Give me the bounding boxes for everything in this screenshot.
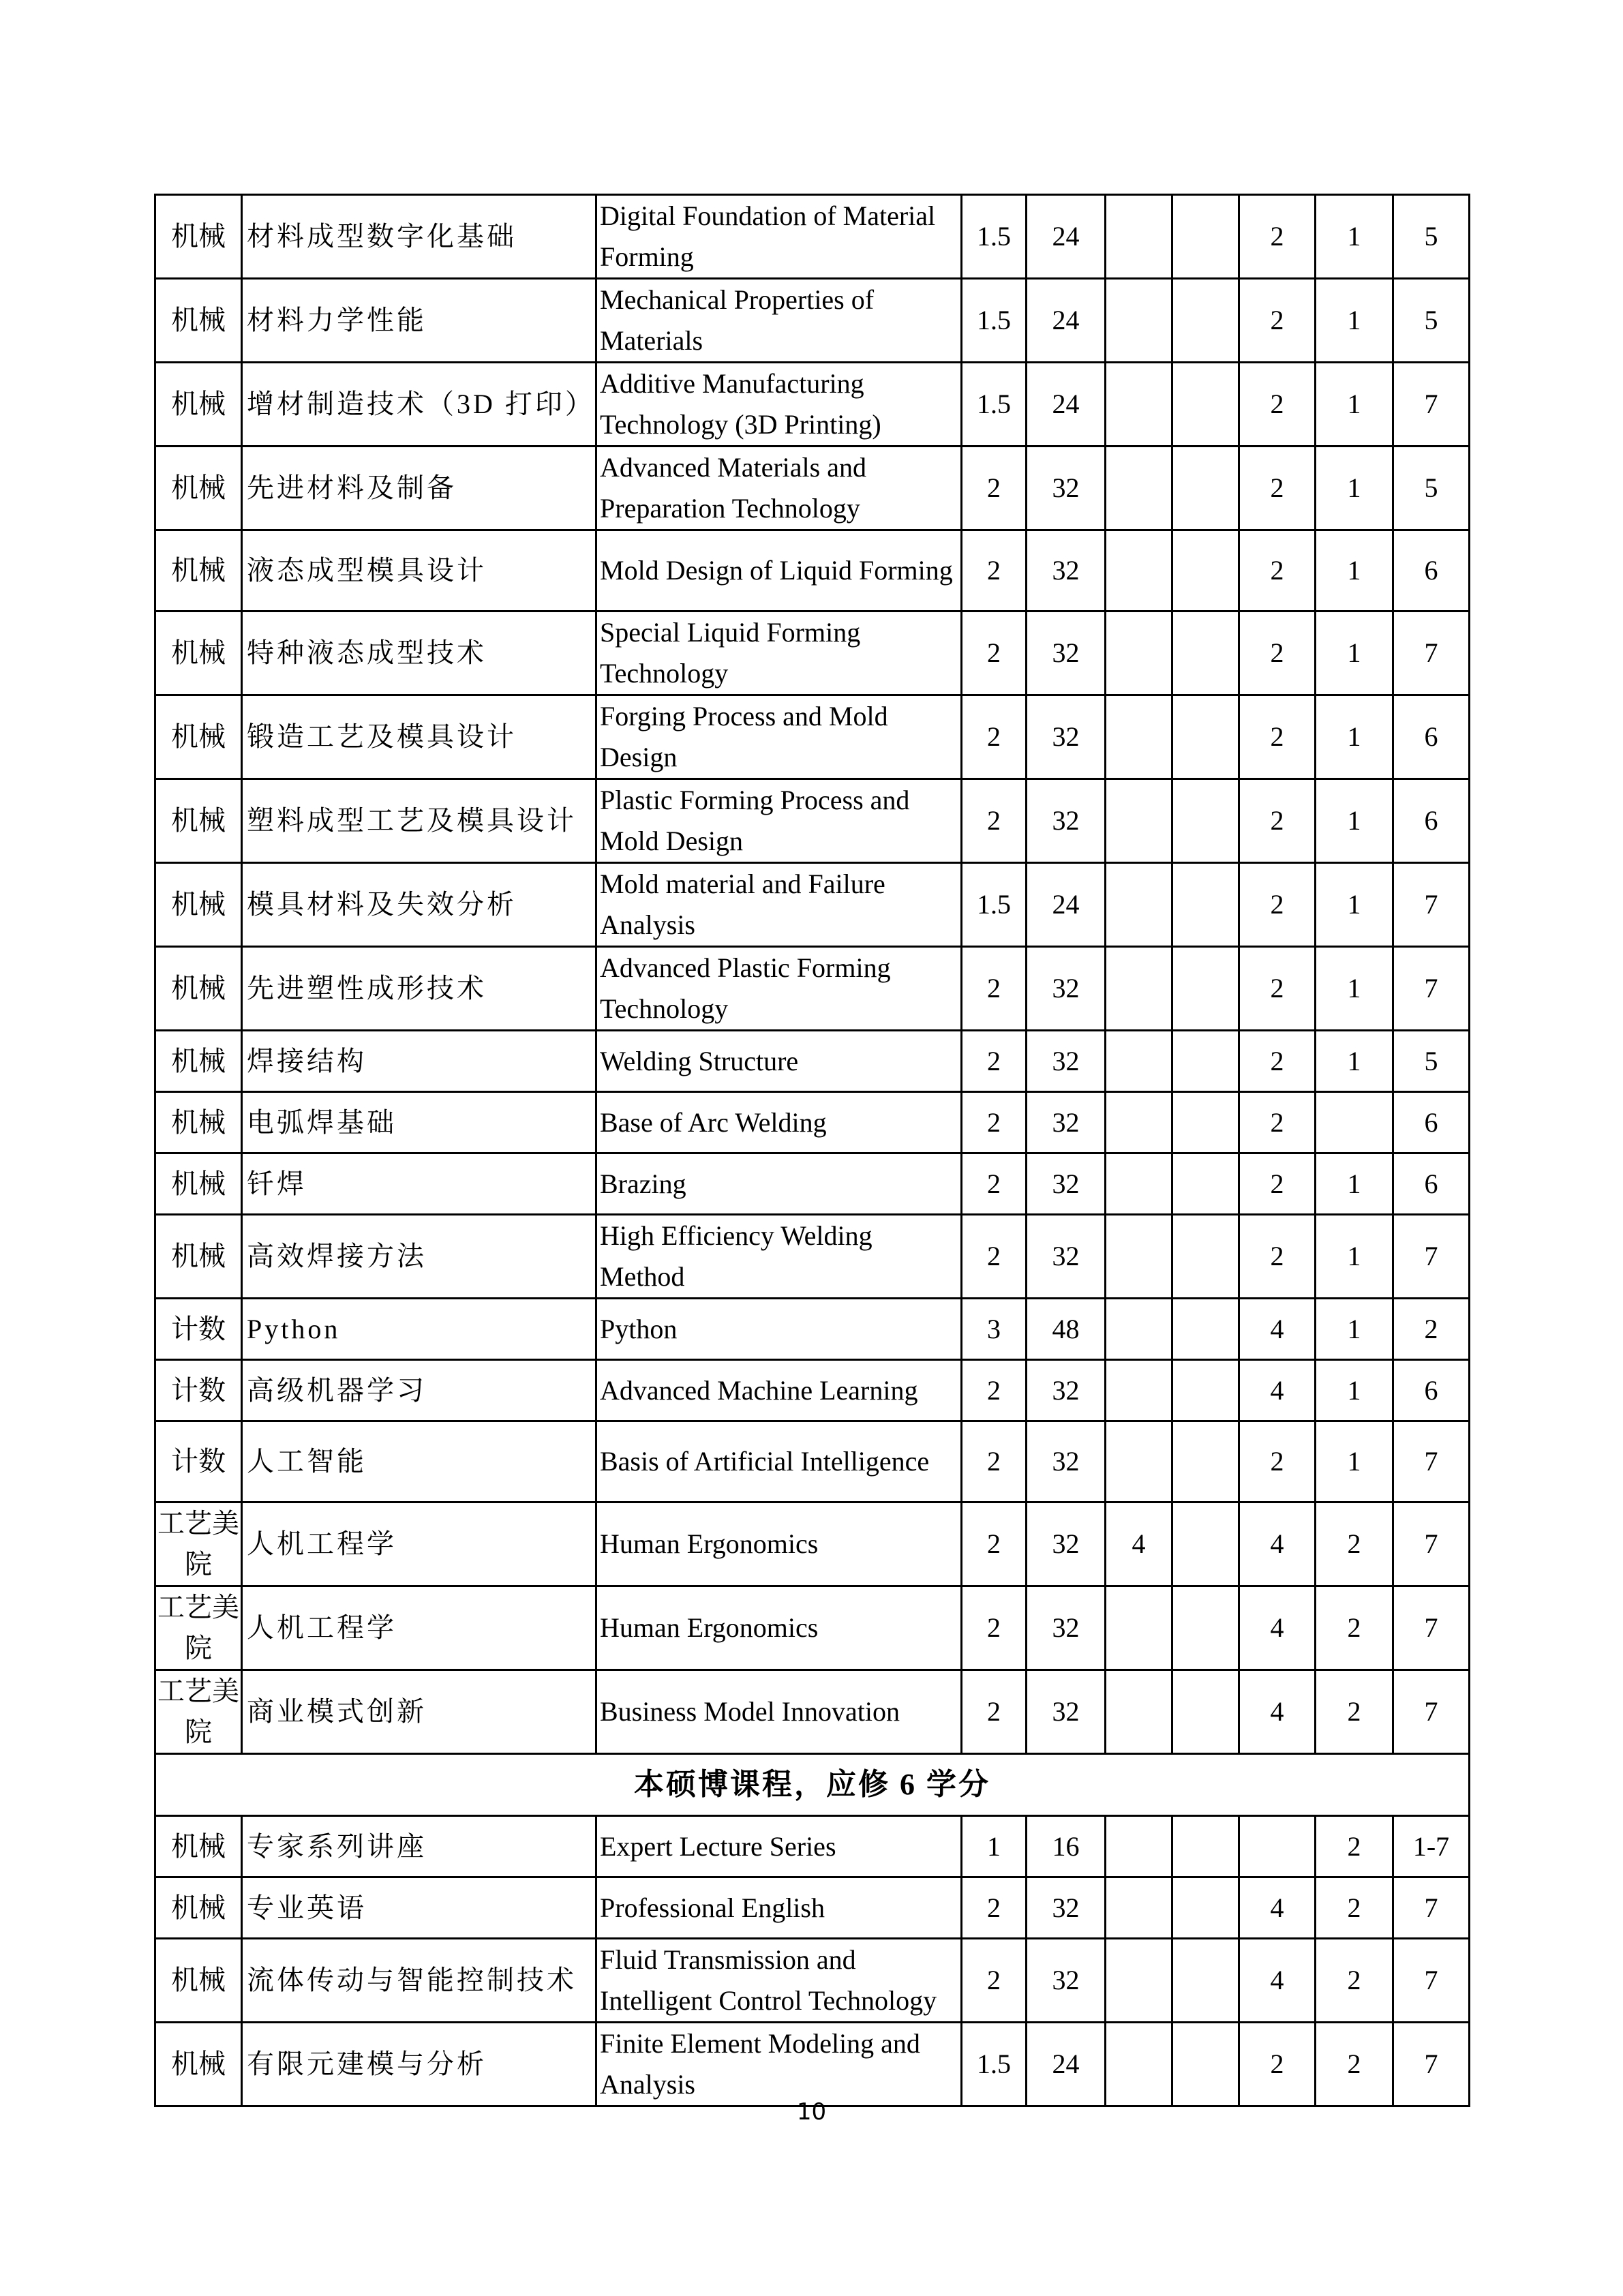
table-row: [155, 363, 1470, 447]
lab-hours-cell: [1172, 1816, 1239, 1877]
semester-cell: 7: [1393, 1502, 1470, 1586]
weekly-hours-cell: 4: [1239, 1360, 1316, 1421]
category-cell: 2: [1316, 1586, 1393, 1670]
extra-hours-cell: [1106, 1816, 1172, 1877]
semester-cell: 7: [1393, 1586, 1470, 1670]
weekly-hours-cell: [1239, 1816, 1316, 1877]
course-name-cn: 高效焊接方法: [242, 1215, 596, 1299]
weekly-hours-cell: 2: [1239, 863, 1316, 947]
table-row: [155, 530, 1470, 611]
department-cell: 工艺美院: [155, 1502, 242, 1586]
weekly-hours-cell: 4: [1239, 1299, 1316, 1360]
weekly-hours-cell: 2: [1239, 447, 1316, 530]
integrated-course-group: [155, 1816, 1470, 2106]
course-name-cn: 焊接结构: [242, 1031, 596, 1092]
hours-cell: 24: [1027, 279, 1106, 363]
hours-cell: 32: [1027, 1360, 1106, 1421]
semester-cell: 7: [1393, 947, 1470, 1031]
course-name-en: Finite Element Modeling and Analysis: [596, 2023, 962, 2106]
department-cell: 工艺美院: [155, 1670, 242, 1754]
extra-hours-cell: [1106, 1877, 1172, 1939]
lab-hours-cell: [1172, 363, 1239, 447]
course-name-cn: 专家系列讲座: [242, 1816, 596, 1877]
course-name-en: Digital Foundation of Material Forming: [596, 195, 962, 279]
course-name-en: Basis of Artificial Intelligence: [596, 1421, 962, 1502]
hours-cell: 32: [1027, 947, 1106, 1031]
category-cell: 2: [1316, 1816, 1393, 1877]
extra-hours-cell: [1106, 363, 1172, 447]
category-cell: 1: [1316, 779, 1393, 863]
category-cell: 2: [1316, 1939, 1393, 2023]
category-cell: 1: [1316, 363, 1393, 447]
category-cell: 2: [1316, 1877, 1393, 1939]
hours-cell: 32: [1027, 1153, 1106, 1215]
table-row: [155, 1670, 1470, 1754]
category-cell: 1: [1316, 279, 1393, 363]
department-cell: 机械: [155, 863, 242, 947]
table-row: [155, 1816, 1470, 1877]
department-cell: 机械: [155, 1877, 242, 1939]
credits-cell: 1: [962, 1816, 1027, 1877]
course-name-cn: 特种液态成型技术: [242, 611, 596, 695]
course-name-en: Mold material and Failure Analysis: [596, 863, 962, 947]
weekly-hours-cell: 2: [1239, 195, 1316, 279]
semester-cell: 7: [1393, 1670, 1470, 1754]
lab-hours-cell: [1172, 695, 1239, 779]
department-cell: 机械: [155, 195, 242, 279]
semester-cell: 6: [1393, 779, 1470, 863]
hours-cell: 32: [1027, 695, 1106, 779]
hours-cell: 32: [1027, 1502, 1106, 1586]
course-name-en: Mold Design of Liquid Forming: [596, 530, 962, 611]
extra-hours-cell: [1106, 947, 1172, 1031]
hours-cell: 32: [1027, 1031, 1106, 1092]
department-cell: 机械: [155, 2023, 242, 2106]
lab-hours-cell: [1172, 1153, 1239, 1215]
lab-hours-cell: [1172, 1670, 1239, 1754]
department-cell: 机械: [155, 1092, 242, 1153]
credits-cell: 1.5: [962, 2023, 1027, 2106]
hours-cell: 32: [1027, 530, 1106, 611]
weekly-hours-cell: 2: [1239, 1215, 1316, 1299]
extra-hours-cell: [1106, 1299, 1172, 1360]
hours-cell: 32: [1027, 1939, 1106, 2023]
weekly-hours-cell: 4: [1239, 1586, 1316, 1670]
department-cell: 机械: [155, 530, 242, 611]
category-cell: 1: [1316, 611, 1393, 695]
table-row: [155, 695, 1470, 779]
course-name-en: Advanced Plastic Forming Technology: [596, 947, 962, 1031]
semester-cell: 6: [1393, 1153, 1470, 1215]
course-name-en: Python: [596, 1299, 962, 1360]
lab-hours-cell: [1172, 1877, 1239, 1939]
extra-hours-cell: [1106, 779, 1172, 863]
lab-hours-cell: [1172, 1299, 1239, 1360]
course-name-en: Fluid Transmission and Intelligent Control Technology: [596, 1939, 962, 2023]
extra-hours-cell: [1106, 1939, 1172, 2023]
category-cell: 1: [1316, 447, 1393, 530]
category-cell: 2: [1316, 2023, 1393, 2106]
weekly-hours-cell: 2: [1239, 1421, 1316, 1502]
credits-cell: 2: [962, 947, 1027, 1031]
course-name-en: Plastic Forming Process and Mold Design: [596, 779, 962, 863]
department-cell: 机械: [155, 1816, 242, 1877]
course-name-cn: 钎焊: [242, 1153, 596, 1215]
credits-cell: 2: [962, 1092, 1027, 1153]
course-name-en: Advanced Materials and Preparation Technology: [596, 447, 962, 530]
credits-cell: 2: [962, 779, 1027, 863]
lab-hours-cell: [1172, 1360, 1239, 1421]
course-name-cn: 人机工程学: [242, 1586, 596, 1670]
lab-hours-cell: [1172, 1092, 1239, 1153]
course-name-cn: Python: [242, 1299, 596, 1360]
category-cell: 1: [1316, 1153, 1393, 1215]
lab-hours-cell: [1172, 863, 1239, 947]
course-name-cn: 有限元建模与分析: [242, 2023, 596, 2106]
course-name-en: Expert Lecture Series: [596, 1816, 962, 1877]
lab-hours-cell: [1172, 1215, 1239, 1299]
hours-cell: 48: [1027, 1299, 1106, 1360]
course-name-cn: 锻造工艺及模具设计: [242, 695, 596, 779]
department-cell: 工艺美院: [155, 1586, 242, 1670]
elective-course-group: [155, 195, 1470, 1754]
semester-cell: 7: [1393, 363, 1470, 447]
department-cell: 机械: [155, 447, 242, 530]
credits-cell: 2: [962, 695, 1027, 779]
course-name-cn: 材料力学性能: [242, 279, 596, 363]
credits-cell: 1.5: [962, 863, 1027, 947]
table-row: [155, 1031, 1470, 1092]
credits-cell: 2: [962, 1670, 1027, 1754]
table-row: [155, 1421, 1470, 1502]
semester-cell: 7: [1393, 863, 1470, 947]
course-name-en: Welding Structure: [596, 1031, 962, 1092]
course-name-cn: 人机工程学: [242, 1502, 596, 1586]
credits-cell: 2: [962, 1421, 1027, 1502]
course-name-cn: 先进塑性成形技术: [242, 947, 596, 1031]
course-name-en: Forging Process and Mold Design: [596, 695, 962, 779]
semester-cell: 7: [1393, 1215, 1470, 1299]
section-header-group: [155, 1754, 1470, 1816]
course-name-en: Advanced Machine Learning: [596, 1360, 962, 1421]
extra-hours-cell: [1106, 863, 1172, 947]
department-cell: 计数: [155, 1421, 242, 1502]
semester-cell: 5: [1393, 447, 1470, 530]
extra-hours-cell: [1106, 530, 1172, 611]
semester-cell: 2: [1393, 1299, 1470, 1360]
category-cell: 1: [1316, 863, 1393, 947]
lab-hours-cell: [1172, 1502, 1239, 1586]
semester-cell: 6: [1393, 530, 1470, 611]
lab-hours-cell: [1172, 947, 1239, 1031]
category-cell: 1: [1316, 1215, 1393, 1299]
table-row: [155, 1092, 1470, 1153]
department-cell: 机械: [155, 779, 242, 863]
hours-cell: 32: [1027, 1092, 1106, 1153]
course-name-en: Base of Arc Welding: [596, 1092, 962, 1153]
category-cell: 2: [1316, 1670, 1393, 1754]
category-cell: [1316, 1092, 1393, 1153]
credits-cell: 1.5: [962, 363, 1027, 447]
lab-hours-cell: [1172, 530, 1239, 611]
lab-hours-cell: [1172, 2023, 1239, 2106]
course-name-en: Special Liquid Forming Technology: [596, 611, 962, 695]
lab-hours-cell: [1172, 1421, 1239, 1502]
lab-hours-cell: [1172, 447, 1239, 530]
extra-hours-cell: [1106, 1215, 1172, 1299]
course-table: [154, 194, 1470, 2107]
credits-cell: 2: [962, 1502, 1027, 1586]
extra-hours-cell: [1106, 1670, 1172, 1754]
hours-cell: 32: [1027, 1877, 1106, 1939]
course-name-cn: 液态成型模具设计: [242, 530, 596, 611]
hours-cell: 32: [1027, 447, 1106, 530]
weekly-hours-cell: 2: [1239, 2023, 1316, 2106]
semester-cell: 6: [1393, 1360, 1470, 1421]
table-row: [155, 1586, 1470, 1670]
semester-cell: 1-7: [1393, 1816, 1470, 1877]
semester-cell: 5: [1393, 195, 1470, 279]
hours-cell: 32: [1027, 1215, 1106, 1299]
credits-cell: 1.5: [962, 195, 1027, 279]
extra-hours-cell: [1106, 1092, 1172, 1153]
extra-hours-cell: [1106, 1153, 1172, 1215]
hours-cell: 24: [1027, 863, 1106, 947]
weekly-hours-cell: 4: [1239, 1939, 1316, 2023]
page-number: 10: [796, 2098, 827, 2126]
weekly-hours-cell: 2: [1239, 363, 1316, 447]
credits-cell: 2: [962, 1877, 1027, 1939]
category-cell: 1: [1316, 530, 1393, 611]
weekly-hours-cell: 2: [1239, 279, 1316, 363]
course-name-en: Business Model Innovation: [596, 1670, 962, 1754]
table-row: [155, 1502, 1470, 1586]
lab-hours-cell: [1172, 1939, 1239, 2023]
course-name-cn: 增材制造技术（3D 打印）: [242, 363, 596, 447]
table-row: [155, 2023, 1470, 2106]
credits-cell: 2: [962, 530, 1027, 611]
department-cell: 计数: [155, 1299, 242, 1360]
extra-hours-cell: [1106, 611, 1172, 695]
course-name-en: Human Ergonomics: [596, 1586, 962, 1670]
department-cell: 机械: [155, 1939, 242, 2023]
lab-hours-cell: [1172, 779, 1239, 863]
extra-hours-cell: [1106, 195, 1172, 279]
semester-cell: 7: [1393, 611, 1470, 695]
table-row: [155, 279, 1470, 363]
extra-hours-cell: 4: [1106, 1502, 1172, 1586]
course-name-en: Additive Manufacturing Technology (3D Printing): [596, 363, 962, 447]
credits-cell: 2: [962, 1360, 1027, 1421]
course-name-en: High Efficiency Welding Method: [596, 1215, 962, 1299]
weekly-hours-cell: 2: [1239, 695, 1316, 779]
section-header-row: [155, 1754, 1470, 1816]
credits-cell: 2: [962, 611, 1027, 695]
lab-hours-cell: [1172, 279, 1239, 363]
course-name-en: Professional English: [596, 1877, 962, 1939]
weekly-hours-cell: 2: [1239, 947, 1316, 1031]
extra-hours-cell: [1106, 1586, 1172, 1670]
extra-hours-cell: [1106, 447, 1172, 530]
lab-hours-cell: [1172, 1031, 1239, 1092]
course-name-en: Human Ergonomics: [596, 1502, 962, 1586]
course-name-cn: 塑料成型工艺及模具设计: [242, 779, 596, 863]
department-cell: 机械: [155, 279, 242, 363]
course-name-cn: 流体传动与智能控制技术: [242, 1939, 596, 2023]
table-row: [155, 1215, 1470, 1299]
lab-hours-cell: [1172, 611, 1239, 695]
lab-hours-cell: [1172, 1586, 1239, 1670]
weekly-hours-cell: 4: [1239, 1502, 1316, 1586]
credits-cell: 2: [962, 1215, 1027, 1299]
category-cell: 2: [1316, 1502, 1393, 1586]
department-cell: 机械: [155, 695, 242, 779]
table-row: [155, 611, 1470, 695]
course-name-cn: 人工智能: [242, 1421, 596, 1502]
category-cell: 1: [1316, 1031, 1393, 1092]
extra-hours-cell: [1106, 2023, 1172, 2106]
table-row: [155, 779, 1470, 863]
category-cell: 1: [1316, 195, 1393, 279]
weekly-hours-cell: 4: [1239, 1670, 1316, 1754]
department-cell: 机械: [155, 611, 242, 695]
table-row: [155, 447, 1470, 530]
category-cell: 1: [1316, 947, 1393, 1031]
credits-cell: 2: [962, 1939, 1027, 2023]
weekly-hours-cell: 2: [1239, 1092, 1316, 1153]
course-name-en: Brazing: [596, 1153, 962, 1215]
category-cell: 1: [1316, 695, 1393, 779]
section-header: 本硕博课程，应修 6 学分: [155, 1754, 1470, 1816]
table-row: [155, 1153, 1470, 1215]
hours-cell: 24: [1027, 2023, 1106, 2106]
department-cell: 机械: [155, 1215, 242, 1299]
weekly-hours-cell: 2: [1239, 611, 1316, 695]
course-name-cn: 先进材料及制备: [242, 447, 596, 530]
hours-cell: 16: [1027, 1816, 1106, 1877]
semester-cell: 6: [1393, 695, 1470, 779]
table-row: [155, 1360, 1470, 1421]
course-name-cn: 材料成型数字化基础: [242, 195, 596, 279]
extra-hours-cell: [1106, 1360, 1172, 1421]
semester-cell: 7: [1393, 1939, 1470, 2023]
hours-cell: 32: [1027, 1670, 1106, 1754]
credits-cell: 3: [962, 1299, 1027, 1360]
course-name-en: Mechanical Properties of Materials: [596, 279, 962, 363]
credits-cell: 2: [962, 447, 1027, 530]
table-row: [155, 947, 1470, 1031]
table-row: [155, 1939, 1470, 2023]
course-name-cn: 专业英语: [242, 1877, 596, 1939]
weekly-hours-cell: 2: [1239, 1031, 1316, 1092]
credits-cell: 1.5: [962, 279, 1027, 363]
table-row: [155, 195, 1470, 279]
table-row: [155, 1299, 1470, 1360]
semester-cell: 7: [1393, 2023, 1470, 2106]
weekly-hours-cell: 4: [1239, 1877, 1316, 1939]
weekly-hours-cell: 2: [1239, 779, 1316, 863]
hours-cell: 24: [1027, 195, 1106, 279]
course-name-cn: 高级机器学习: [242, 1360, 596, 1421]
hours-cell: 32: [1027, 611, 1106, 695]
extra-hours-cell: [1106, 1031, 1172, 1092]
credits-cell: 2: [962, 1031, 1027, 1092]
course-name-cn: 商业模式创新: [242, 1670, 596, 1754]
table-row: [155, 863, 1470, 947]
credits-cell: 2: [962, 1153, 1027, 1215]
weekly-hours-cell: 2: [1239, 530, 1316, 611]
department-cell: 计数: [155, 1360, 242, 1421]
semester-cell: 7: [1393, 1877, 1470, 1939]
hours-cell: 24: [1027, 363, 1106, 447]
hours-cell: 32: [1027, 779, 1106, 863]
table-row: [155, 1877, 1470, 1939]
credits-cell: 2: [962, 1586, 1027, 1670]
semester-cell: 7: [1393, 1421, 1470, 1502]
weekly-hours-cell: 2: [1239, 1153, 1316, 1215]
semester-cell: 6: [1393, 1092, 1470, 1153]
department-cell: 机械: [155, 363, 242, 447]
category-cell: 1: [1316, 1299, 1393, 1360]
extra-hours-cell: [1106, 695, 1172, 779]
department-cell: 机械: [155, 1031, 242, 1092]
hours-cell: 32: [1027, 1586, 1106, 1670]
extra-hours-cell: [1106, 279, 1172, 363]
semester-cell: 5: [1393, 279, 1470, 363]
course-name-cn: 电弧焊基础: [242, 1092, 596, 1153]
department-cell: 机械: [155, 947, 242, 1031]
semester-cell: 5: [1393, 1031, 1470, 1092]
department-cell: 机械: [155, 1153, 242, 1215]
hours-cell: 32: [1027, 1421, 1106, 1502]
category-cell: 1: [1316, 1360, 1393, 1421]
category-cell: 1: [1316, 1421, 1393, 1502]
lab-hours-cell: [1172, 195, 1239, 279]
course-name-cn: 模具材料及失效分析: [242, 863, 596, 947]
extra-hours-cell: [1106, 1421, 1172, 1502]
